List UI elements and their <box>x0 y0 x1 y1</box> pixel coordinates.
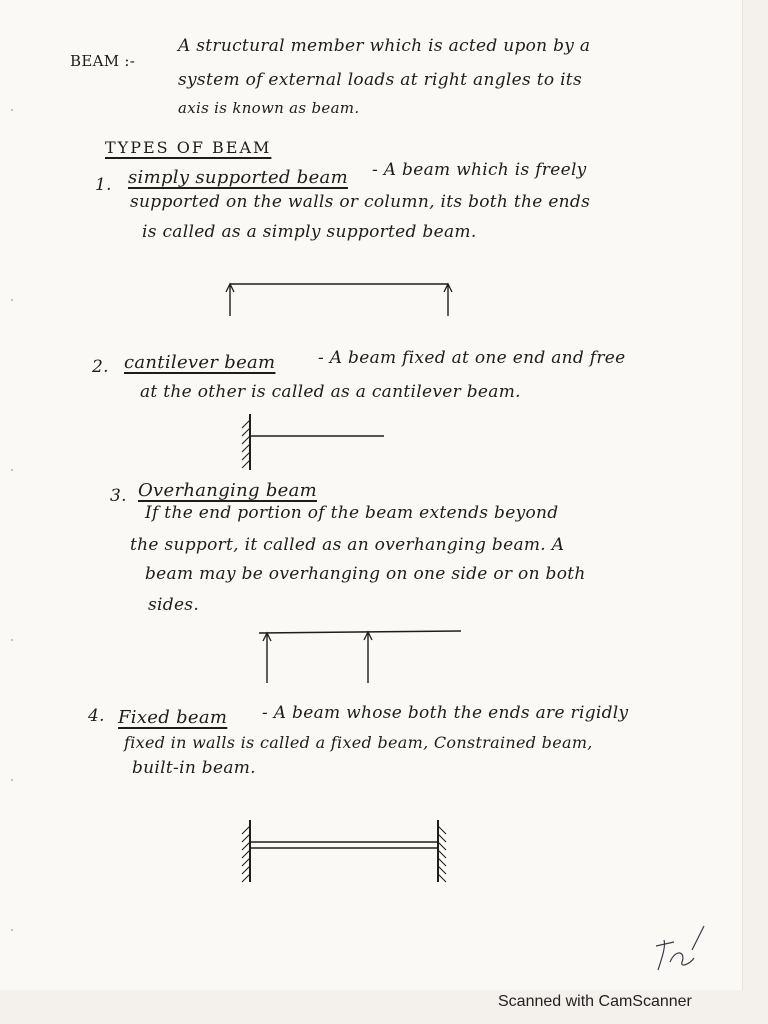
type-3-line-1: If the end portion of the beam extends beyond <box>145 503 559 523</box>
types-heading: TYPES OF BEAM <box>105 138 272 157</box>
type-2-number: 2. <box>92 357 109 377</box>
type-4-number: 4. <box>88 706 105 726</box>
type-1-line-1: - A beam which is freely <box>372 160 587 180</box>
type-4-line-2: fixed in walls is called a fixed beam, Constrained beam, <box>124 733 593 752</box>
signature-mark <box>652 918 708 976</box>
overhanging-beam-diagram <box>255 625 465 685</box>
type-1-line-2: supported on the walls or column, its both the ends <box>130 192 591 212</box>
definition-line-2: system of external loads at right angles to its <box>178 70 582 90</box>
definition-line-1: A structural member which is acted upon by a <box>178 36 591 56</box>
type-2-line-2: at the other is called as a cantilever beam. <box>140 382 521 402</box>
type-4-line-1: - A beam whose both the ends are rigidly <box>262 703 629 723</box>
definition-line-3: axis is known as beam. <box>178 99 360 117</box>
type-1-line-3: is called as a simply supported beam. <box>142 222 477 242</box>
type-3-name: Overhanging beam <box>138 480 317 501</box>
type-1-name: simply supported beam <box>128 167 348 188</box>
scanner-footer: Scanned with CamScanner <box>498 993 692 1010</box>
type-4-line-3: built-in beam. <box>132 758 256 778</box>
type-3-line-3: beam may be overhanging on one side or on both <box>145 564 586 584</box>
type-3-line-2: the support, it called as an overhanging beam. A <box>130 535 565 555</box>
type-1-number: 1. <box>95 175 112 195</box>
fixed-beam-diagram <box>236 818 452 884</box>
type-4-name: Fixed beam <box>118 707 228 728</box>
type-2-line-1: - A beam fixed at one end and free <box>318 348 626 368</box>
type-2-name: cantilever beam <box>124 352 276 373</box>
type-3-number: 3. <box>110 486 127 506</box>
simply-supported-beam-diagram <box>220 270 460 320</box>
type-3-line-4: sides. <box>148 595 200 615</box>
cantilever-beam-diagram <box>236 410 396 474</box>
definition-term: BEAM :- <box>70 52 136 70</box>
